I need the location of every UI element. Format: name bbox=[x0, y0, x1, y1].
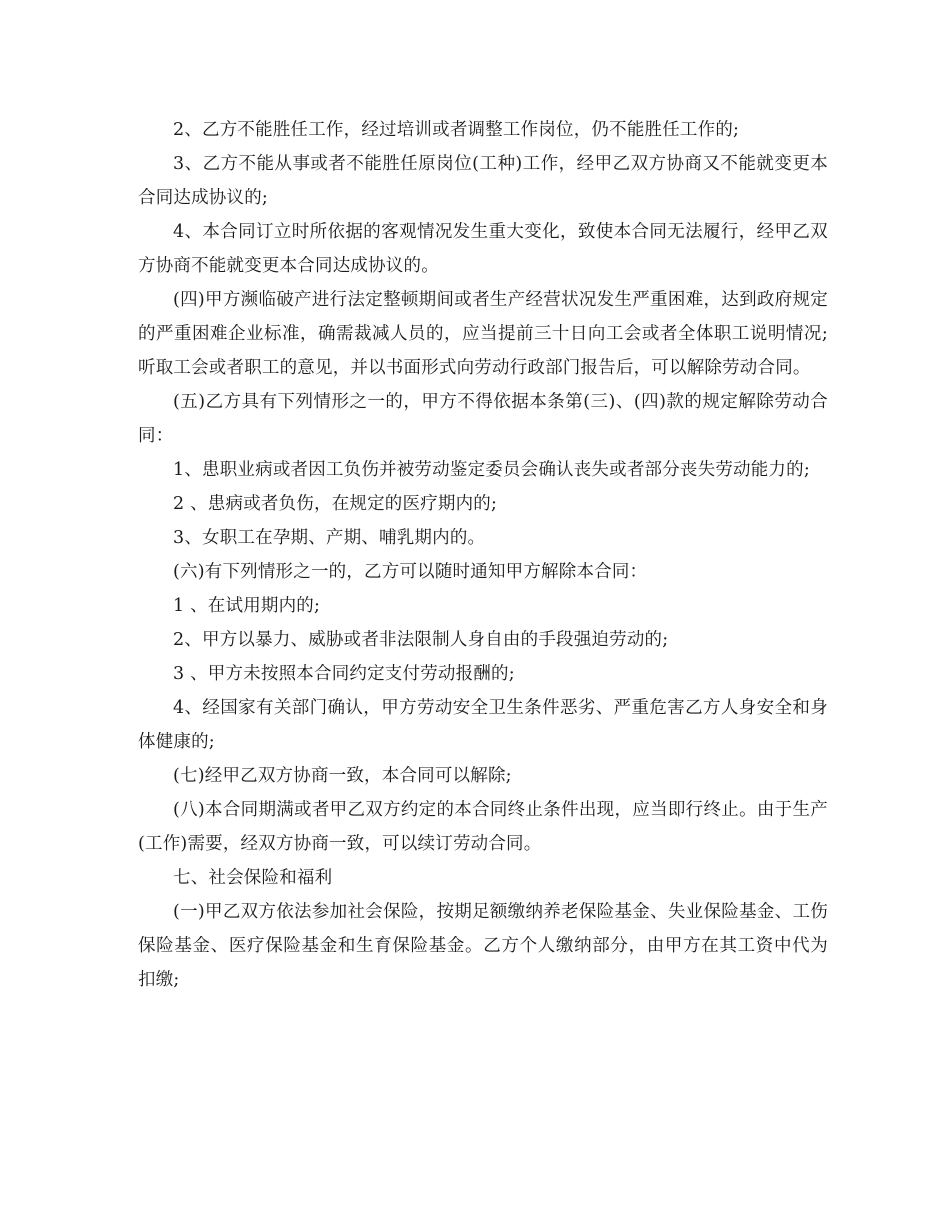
paragraph-section-6-item-1: 1 、在试用期内的; bbox=[173, 596, 321, 616]
paragraph-clause-4: 4、本合同订立时所依据的客观情况发生重大变化，致使本合同无法履行，经甲乙双方协商不能就变更本合同达成协议的。 bbox=[138, 222, 828, 276]
paragraph-section-5: (五)乙方具有下列情形之一的，甲方不得依据本条第(三)、(四)款的规定解除劳动合同： bbox=[138, 392, 828, 446]
paragraph-clause-2: 2、乙方不能胜任工作，经过培训或者调整工作岗位，仍不能胜任工作的; bbox=[173, 120, 740, 140]
paragraph-section-4: (四)甲方濒临破产进行法定整顿期间或者生产经营状况发生严重困难，达到政府规定的严重困难企业标准，确需裁减人员的，应当提前三十日向工会或者全体职工说明情况;听取工会或者职工的意见，并以书面形式向劳动行政部门报告后，可以解除劳动合同。 bbox=[138, 290, 828, 378]
paragraph-section-5-item-3: 3、女职工在孕期、产期、哺乳期内的。 bbox=[173, 528, 486, 548]
paragraph-section-5-item-1: 1、患职业病或者因工负伤并被劳动鉴定委员会确认丧失或者部分丧失劳动能力的; bbox=[173, 460, 810, 480]
paragraph-section-6-item-2: 2、甲方以暴力、威胁或者非法限制人身自由的手段强迫劳动的; bbox=[173, 630, 669, 650]
paragraph-section-6-item-4: 4、经国家有关部门确认，甲方劳动安全卫生条件恶劣、严重危害乙方人身安全和身体健康的; bbox=[138, 698, 828, 752]
paragraph-section-6: (六)有下列情形之一的，乙方可以随时通知甲方解除本合同： bbox=[173, 562, 648, 582]
paragraph-insurance-1: (一)甲乙双方依法参加社会保险，按期足额缴纳养老保险基金、失业保险基金、工伤保险基金、医疗保险基金和生育保险基金。乙方个人缴纳部分，由甲方在其工资中代为扣缴; bbox=[138, 902, 828, 990]
paragraph-section-7: (七)经甲乙双方协商一致，本合同可以解除; bbox=[173, 766, 512, 786]
paragraph-section-5-item-2: 2 、患病或者负伤，在规定的医疗期内的; bbox=[173, 494, 498, 514]
heading-social-insurance: 七、社会保险和福利 bbox=[173, 868, 333, 888]
paragraph-clause-3: 3、乙方不能从事或者不能胜任原岗位(工种)工作，经甲乙双方协商又不能就变更本合同达成协议的; bbox=[138, 154, 828, 208]
paragraph-section-8: (八)本合同期满或者甲乙双方约定的本合同终止条件出现，应当即行终止。由于生产(工作)需要，经双方协商一致，可以续订劳动合同。 bbox=[138, 800, 828, 854]
document-body bbox=[138, 113, 828, 997]
paragraph-section-6-item-3: 3 、甲方未按照本合同约定支付劳动报酬的; bbox=[173, 664, 515, 684]
